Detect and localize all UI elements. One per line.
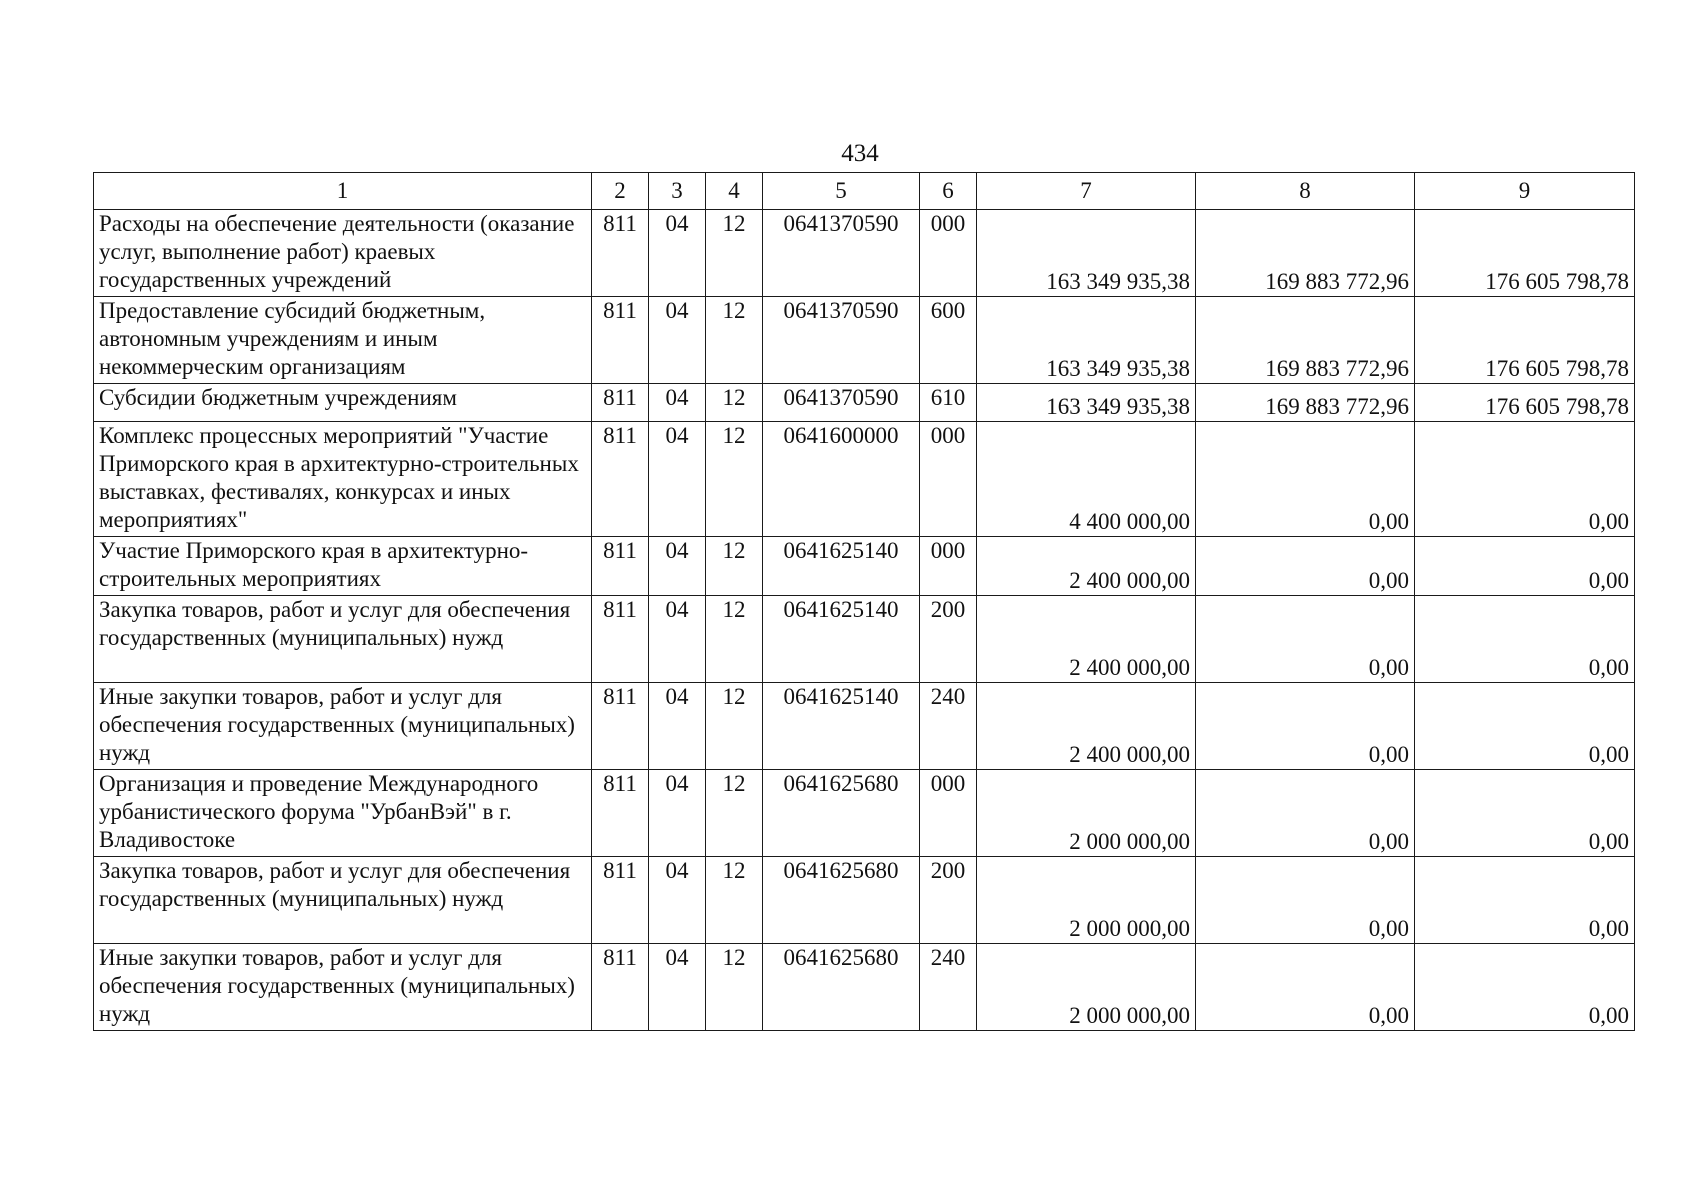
amount-col7-cell: 2 000 000,00 — [977, 944, 1196, 1031]
department-code-cell: 811 — [592, 857, 649, 944]
department-code-cell: 811 — [592, 770, 649, 857]
department-code-cell: 811 — [592, 422, 649, 537]
amount-col8-cell: 0,00 — [1196, 537, 1415, 596]
row-name-cell: Субсидии бюджетным учреждениям — [94, 384, 592, 422]
target-article-cell: 0641370590 — [763, 297, 920, 384]
expense-type-cell: 000 — [920, 770, 977, 857]
column-header: 1 — [94, 173, 592, 210]
column-header: 8 — [1196, 173, 1415, 210]
row-name-cell: Предоставление субсидий бюджетным, автономным учреждениям и иным некоммерческим организациям — [94, 297, 592, 384]
department-code-cell: 811 — [592, 210, 649, 297]
subsection-code-cell: 12 — [706, 770, 763, 857]
row-name-cell: Участие Приморского края в архитектурно-строительных мероприятиях — [94, 537, 592, 596]
table-row — [94, 857, 1635, 944]
table-row — [94, 384, 1635, 422]
target-article-cell: 0641370590 — [763, 210, 920, 297]
table-row — [94, 297, 1635, 384]
column-header: 9 — [1415, 173, 1635, 210]
department-code-cell: 811 — [592, 596, 649, 683]
amount-col7-cell: 163 349 935,38 — [977, 210, 1196, 297]
amount-col7-cell: 2 400 000,00 — [977, 596, 1196, 683]
row-name-cell: Иные закупки товаров, работ и услуг для обеспечения государственных (муниципальных) нужд — [94, 944, 592, 1031]
section-code-cell: 04 — [649, 596, 706, 683]
department-code-cell: 811 — [592, 537, 649, 596]
section-code-cell: 04 — [649, 944, 706, 1031]
amount-col7-cell: 2 000 000,00 — [977, 857, 1196, 944]
amount-col9-cell: 0,00 — [1415, 770, 1635, 857]
section-code-cell: 04 — [649, 297, 706, 384]
subsection-code-cell: 12 — [706, 944, 763, 1031]
amount-col9-cell: 0,00 — [1415, 857, 1635, 944]
department-code-cell: 811 — [592, 944, 649, 1031]
expense-type-cell: 610 — [920, 384, 977, 422]
amount-col8-cell: 0,00 — [1196, 857, 1415, 944]
target-article-cell: 0641370590 — [763, 384, 920, 422]
amount-col8-cell: 169 883 772,96 — [1196, 210, 1415, 297]
amount-col9-cell: 0,00 — [1415, 683, 1635, 770]
subsection-code-cell: 12 — [706, 210, 763, 297]
row-name-cell: Расходы на обеспечение деятельности (оказание услуг, выполнение работ) краевых государственных учреждений — [94, 210, 592, 297]
target-article-cell: 0641625140 — [763, 596, 920, 683]
subsection-code-cell: 12 — [706, 683, 763, 770]
amount-col9-cell: 0,00 — [1415, 596, 1635, 683]
section-code-cell: 04 — [649, 422, 706, 537]
amount-col8-cell: 0,00 — [1196, 422, 1415, 537]
amount-col9-cell: 176 605 798,78 — [1415, 297, 1635, 384]
department-code-cell: 811 — [592, 297, 649, 384]
amount-col9-cell: 0,00 — [1415, 422, 1635, 537]
department-code-cell: 811 — [592, 683, 649, 770]
row-name-cell: Закупка товаров, работ и услуг для обеспечения государственных (муниципальных) нужд — [94, 596, 592, 683]
amount-col8-cell: 0,00 — [1196, 770, 1415, 857]
table-row — [94, 210, 1635, 297]
column-header: 3 — [649, 173, 706, 210]
section-code-cell: 04 — [649, 770, 706, 857]
section-code-cell: 04 — [649, 384, 706, 422]
expense-type-cell: 000 — [920, 210, 977, 297]
table-row — [94, 944, 1635, 1031]
subsection-code-cell: 12 — [706, 857, 763, 944]
section-code-cell: 04 — [649, 210, 706, 297]
amount-col9-cell: 0,00 — [1415, 944, 1635, 1031]
table-row — [94, 596, 1635, 683]
column-header: 4 — [706, 173, 763, 210]
amount-col7-cell: 2 400 000,00 — [977, 537, 1196, 596]
column-header: 5 — [763, 173, 920, 210]
column-header: 7 — [977, 173, 1196, 210]
subsection-code-cell: 12 — [706, 537, 763, 596]
subsection-code-cell: 12 — [706, 384, 763, 422]
amount-col8-cell: 169 883 772,96 — [1196, 384, 1415, 422]
page-number: 434 — [841, 140, 879, 167]
table-row — [94, 683, 1635, 770]
expense-type-cell: 200 — [920, 596, 977, 683]
expense-type-cell: 200 — [920, 857, 977, 944]
subsection-code-cell: 12 — [706, 596, 763, 683]
section-code-cell: 04 — [649, 683, 706, 770]
expense-type-cell: 000 — [920, 422, 977, 537]
amount-col9-cell: 0,00 — [1415, 537, 1635, 596]
target-article-cell: 0641625680 — [763, 944, 920, 1031]
department-code-cell: 811 — [592, 384, 649, 422]
amount-col7-cell: 2 000 000,00 — [977, 770, 1196, 857]
subsection-code-cell: 12 — [706, 297, 763, 384]
section-code-cell: 04 — [649, 857, 706, 944]
table-header-row — [94, 173, 1635, 210]
table-row — [94, 537, 1635, 596]
target-article-cell: 0641625680 — [763, 770, 920, 857]
subsection-code-cell: 12 — [706, 422, 763, 537]
row-name-cell: Организация и проведение Международного урбанистического форума "УрбанВэй" в г. Владивостоке — [94, 770, 592, 857]
amount-col7-cell: 2 400 000,00 — [977, 683, 1196, 770]
amount-col7-cell: 4 400 000,00 — [977, 422, 1196, 537]
column-header: 6 — [920, 173, 977, 210]
budget-table — [93, 172, 1635, 1031]
target-article-cell: 0641600000 — [763, 422, 920, 537]
target-article-cell: 0641625140 — [763, 537, 920, 596]
row-name-cell: Комплекс процессных мероприятий "Участие Приморского края в архитектурно-строительных выставках, фестивалях, конкурсах и иных мероприятиях" — [94, 422, 592, 537]
amount-col8-cell: 0,00 — [1196, 944, 1415, 1031]
expense-type-cell: 240 — [920, 683, 977, 770]
amount-col7-cell: 163 349 935,38 — [977, 384, 1196, 422]
target-article-cell: 0641625680 — [763, 857, 920, 944]
amount-col7-cell: 163 349 935,38 — [977, 297, 1196, 384]
amount-col8-cell: 0,00 — [1196, 596, 1415, 683]
column-header: 2 — [592, 173, 649, 210]
row-name-cell: Закупка товаров, работ и услуг для обеспечения государственных (муниципальных) нужд — [94, 857, 592, 944]
row-name-cell: Иные закупки товаров, работ и услуг для обеспечения государственных (муниципальных) нужд — [94, 683, 592, 770]
expense-type-cell: 000 — [920, 537, 977, 596]
section-code-cell: 04 — [649, 537, 706, 596]
amount-col8-cell: 169 883 772,96 — [1196, 297, 1415, 384]
amount-col8-cell: 0,00 — [1196, 683, 1415, 770]
expense-type-cell: 240 — [920, 944, 977, 1031]
amount-col9-cell: 176 605 798,78 — [1415, 384, 1635, 422]
amount-col9-cell: 176 605 798,78 — [1415, 210, 1635, 297]
table-row — [94, 770, 1635, 857]
table-row — [94, 422, 1635, 537]
expense-type-cell: 600 — [920, 297, 977, 384]
target-article-cell: 0641625140 — [763, 683, 920, 770]
